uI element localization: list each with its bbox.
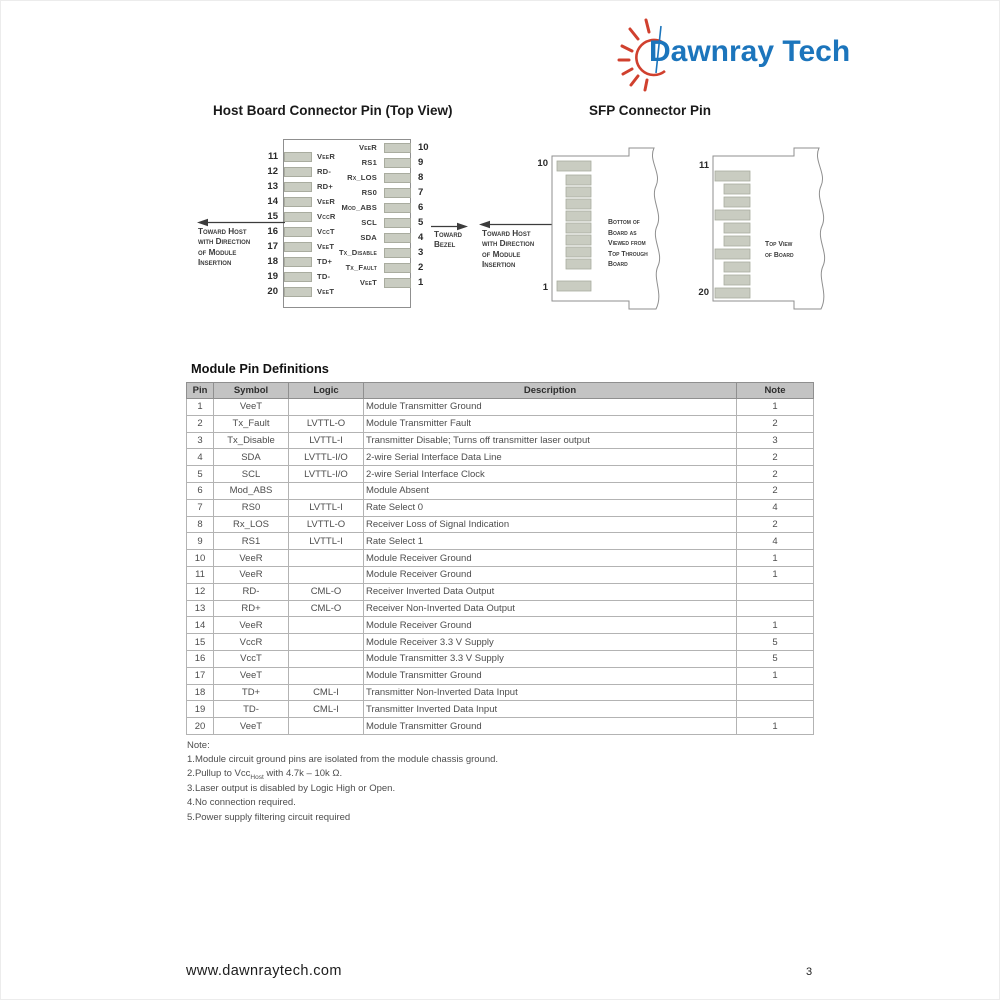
host-pin-pad: [384, 158, 411, 168]
cell-note: 2: [737, 449, 814, 466]
note-number: 5.: [187, 811, 195, 823]
cell-description: Module Absent: [364, 482, 737, 499]
col-header-note: Note: [737, 383, 814, 399]
host-pin-pad: [384, 263, 411, 273]
note-text-post: with 4.7k – 10k Ω.: [263, 768, 343, 780]
cell-note: [737, 583, 814, 600]
cell-logic: LVTTL-O: [289, 415, 364, 432]
host-pin-label: VeeT: [317, 287, 335, 296]
cell-symbol: VeeR: [214, 566, 289, 583]
table-row: [187, 617, 814, 634]
cell-symbol: VccT: [214, 650, 289, 667]
cell-symbol: VeeT: [214, 667, 289, 684]
host-pin-label: TD-: [317, 272, 331, 281]
note-text-sub: Host: [250, 774, 264, 782]
cell-description: Receiver Non-Inverted Data Output: [364, 600, 737, 617]
sfp-pin-number: 11: [698, 160, 709, 171]
cell-description: Module Receiver 3.3 V Supply: [364, 634, 737, 651]
cell-pin: 1: [187, 399, 214, 416]
note-number: 4.: [187, 797, 195, 809]
note-item: [187, 753, 687, 767]
sfp-connector-pad: [566, 187, 591, 197]
sfp-board-bottom-view: [536, 141, 671, 316]
cell-note: 2: [737, 482, 814, 499]
cell-logic: [289, 566, 364, 583]
cell-note: 5: [737, 650, 814, 667]
host-pin-label: VeeR: [317, 152, 336, 161]
host-pin-pad: [384, 203, 411, 213]
sfp-connector-pad: [724, 262, 750, 272]
cell-logic: [289, 667, 364, 684]
sfp-pin-number: 20: [698, 287, 709, 298]
cell-logic: CML-I: [289, 684, 364, 701]
host-pin-label: RS0: [361, 188, 377, 197]
cell-logic: [289, 550, 364, 567]
note-text: Power supply filtering circuit required: [194, 811, 351, 823]
host-pin-label: Rx_LOS: [347, 173, 377, 182]
sfp-connector-pad: [724, 223, 750, 233]
note-number: 2.: [187, 768, 195, 780]
sfp-connector-pad: [566, 247, 591, 257]
cell-pin: 13: [187, 600, 214, 617]
sfp-connector-pad: [724, 275, 750, 285]
table-row: [187, 550, 814, 567]
cell-pin: 4: [187, 449, 214, 466]
host-pin-number: 19: [267, 271, 278, 282]
sfp-connector-pad: [566, 223, 591, 233]
sfp-diagram-title: SFP Connector Pin: [589, 103, 712, 118]
table-row: [187, 466, 814, 483]
note-item: [187, 811, 687, 825]
cell-logic: [289, 650, 364, 667]
logo: [616, 13, 851, 93]
sfp-connector-pad: [566, 199, 591, 209]
table-row: [187, 566, 814, 583]
cell-symbol: RS0: [214, 499, 289, 516]
cell-description: Rate Select 0: [364, 499, 737, 516]
host-pin-number: 12: [267, 166, 278, 177]
sfp-top-view-caption: Top View of Board: [765, 241, 794, 259]
cell-description: Module Receiver Ground: [364, 617, 737, 634]
cell-logic: CML-O: [289, 600, 364, 617]
col-header-pin: Pin: [187, 383, 214, 399]
host-pin-pad: [384, 248, 411, 258]
cell-pin: 7: [187, 499, 214, 516]
sfp-connector-pad: [566, 175, 591, 185]
note-item: [187, 796, 687, 810]
host-pin-number: 16: [267, 226, 278, 237]
sfp-bottom-view-caption: Bottom of Board as Viewed from Top Through Board: [608, 219, 648, 268]
host-pin-label: VeeR: [358, 143, 377, 152]
cell-description: Transmitter Disable; Turns off transmitter laser output: [364, 432, 737, 449]
sfp-board-top-view: [696, 141, 831, 316]
host-pin-number: 2: [418, 262, 424, 273]
cell-note: 1: [737, 399, 814, 416]
cell-pin: 17: [187, 667, 214, 684]
table-row: [187, 650, 814, 667]
cell-symbol: TD-: [214, 701, 289, 718]
note-text: [195, 767, 342, 781]
sfp-pin-number: 1: [542, 282, 548, 293]
host-pin-number: 10: [418, 142, 429, 153]
sfp-connector-pad: [566, 259, 591, 269]
page-number: 3: [805, 966, 813, 978]
cell-note: 5: [737, 634, 814, 651]
cell-description: Module Transmitter Ground: [364, 718, 737, 735]
host-pin-label: VeeT: [359, 278, 377, 287]
cell-logic: LVTTL-I/O: [289, 449, 364, 466]
cell-note: [737, 701, 814, 718]
cell-pin: 9: [187, 533, 214, 550]
toward-host-label-2: Toward Host with Direction of Module Insertion: [482, 229, 535, 270]
host-pin-label: RD+: [317, 182, 334, 191]
host-pin-pad: [384, 278, 411, 288]
cell-pin: 12: [187, 583, 214, 600]
cell-pin: 20: [187, 718, 214, 735]
host-pin-label: RD-: [317, 167, 332, 176]
host-pin-pad: [384, 143, 411, 153]
cell-description: Receiver Inverted Data Output: [364, 583, 737, 600]
cell-symbol: VeeR: [214, 617, 289, 634]
cell-logic: LVTTL-I: [289, 432, 364, 449]
host-pin-label: Tx_Disable: [338, 248, 377, 257]
cell-description: Module Transmitter 3.3 V Supply: [364, 650, 737, 667]
table-row: [187, 583, 814, 600]
cell-description: 2-wire Serial Interface Clock: [364, 466, 737, 483]
cell-description: Module Transmitter Ground: [364, 667, 737, 684]
cell-pin: 10: [187, 550, 214, 567]
cell-pin: 15: [187, 634, 214, 651]
cell-logic: LVTTL-I/O: [289, 466, 364, 483]
host-pin-pad: [384, 233, 411, 243]
cell-note: 1: [737, 550, 814, 567]
cell-symbol: VccR: [214, 634, 289, 651]
notes-section: [187, 738, 687, 825]
note-text-pre: Pullup to Vcc: [194, 768, 251, 780]
cell-symbol: SCL: [214, 466, 289, 483]
cell-note: 4: [737, 533, 814, 550]
table-header-row: [187, 383, 814, 399]
cell-pin: 14: [187, 617, 214, 634]
note-number: 3.: [187, 782, 195, 794]
col-header-logic: Logic: [289, 383, 364, 399]
sfp-connector-pad: [557, 161, 591, 171]
cell-pin: 6: [187, 482, 214, 499]
cell-pin: 16: [187, 650, 214, 667]
table-row: [187, 432, 814, 449]
sfp-connector-pad: [715, 249, 750, 259]
cell-pin: 19: [187, 701, 214, 718]
cell-pin: 5: [187, 466, 214, 483]
cell-note: 1: [737, 566, 814, 583]
sfp-connector-pad: [715, 210, 750, 220]
cell-symbol: Mod_ABS: [214, 482, 289, 499]
cell-symbol: TD+: [214, 684, 289, 701]
host-pin-number: 4: [418, 232, 424, 243]
cell-logic: LVTTL-O: [289, 516, 364, 533]
host-pin-number: 1: [418, 277, 424, 288]
host-pin-number: 9: [418, 157, 424, 168]
cell-note: 3: [737, 432, 814, 449]
cell-description: Module Transmitter Fault: [364, 415, 737, 432]
cell-logic: [289, 634, 364, 651]
table-row: [187, 600, 814, 617]
note-number: 1.: [187, 754, 195, 765]
host-pin-label: VeeR: [317, 197, 336, 206]
host-pin-label: TD+: [317, 257, 333, 266]
cell-description: Module Transmitter Ground: [364, 399, 737, 416]
host-pin-label: VeeT: [317, 242, 335, 251]
cell-logic: [289, 718, 364, 735]
host-pin-pad: [384, 188, 411, 198]
table-row: [187, 516, 814, 533]
cell-note: 1: [737, 718, 814, 735]
host-pin-pad: [384, 218, 411, 228]
sfp-connector-pad: [724, 236, 750, 246]
pin-definitions-table: [186, 382, 814, 735]
cell-symbol: VeeT: [214, 718, 289, 735]
footer-url: www.dawnraytech.com: [186, 963, 342, 979]
host-pin-number: 15: [267, 211, 278, 222]
toward-host-label-1: Toward Host with Direction of Module Insertion: [198, 227, 251, 268]
cell-description: Transmitter Inverted Data Input: [364, 701, 737, 718]
cell-note: 1: [737, 667, 814, 684]
notes-label: Note:: [187, 740, 210, 751]
cell-symbol: Tx_Disable: [214, 432, 289, 449]
sfp-connector-pad: [724, 197, 750, 207]
cell-symbol: SDA: [214, 449, 289, 466]
table-row: [187, 718, 814, 735]
table-row: [187, 399, 814, 416]
cell-pin: 3: [187, 432, 214, 449]
host-pin-label: VccT: [317, 227, 335, 236]
sfp-connector-pad: [724, 184, 750, 194]
cell-logic: CML-I: [289, 701, 364, 718]
table-row: [187, 634, 814, 651]
host-pin-label: VccR: [317, 212, 336, 221]
cell-pin: 2: [187, 415, 214, 432]
note-text: No connection required.: [194, 797, 296, 809]
host-pin-number: 14: [267, 196, 278, 207]
cell-symbol: Rx_LOS: [214, 516, 289, 533]
sfp-connector-pad: [566, 211, 591, 221]
table-row: [187, 499, 814, 516]
cell-logic: [289, 617, 364, 634]
cell-note: 1: [737, 617, 814, 634]
table-row: [187, 482, 814, 499]
cell-pin: 8: [187, 516, 214, 533]
cell-note: 2: [737, 516, 814, 533]
note-item: [187, 782, 687, 796]
cell-description: Receiver Loss of Signal Indication: [364, 516, 737, 533]
host-pin-number: 3: [418, 247, 424, 258]
host-pin-pad: [384, 173, 411, 183]
col-header-symbol: Symbol: [214, 383, 289, 399]
table-row: [187, 415, 814, 432]
host-pin-label: Tx_Fault: [345, 263, 377, 272]
cell-description: 2-wire Serial Interface Data Line: [364, 449, 737, 466]
col-header-description: Description: [364, 383, 737, 399]
host-pin-number: 5: [418, 217, 424, 228]
cell-logic: LVTTL-I: [289, 499, 364, 516]
host-pin-number: 18: [267, 256, 278, 267]
table-row: [187, 533, 814, 550]
table-row: [187, 667, 814, 684]
note-item: [187, 767, 687, 781]
host-pin-number: 11: [267, 151, 278, 162]
sfp-connector-pad: [557, 281, 591, 291]
table-row: [187, 701, 814, 718]
host-pin-number: 7: [418, 187, 424, 198]
cell-note: [737, 684, 814, 701]
cell-logic: [289, 399, 364, 416]
cell-note: 2: [737, 415, 814, 432]
cell-note: 2: [737, 466, 814, 483]
cell-logic: LVTTL-I: [289, 533, 364, 550]
sfp-pin-number: 10: [537, 158, 548, 169]
host-pin-label: SDA: [360, 233, 377, 242]
host-pin-label: Mod_ABS: [341, 203, 377, 212]
cell-pin: 18: [187, 684, 214, 701]
cell-symbol: Tx_Fault: [214, 415, 289, 432]
host-pin-number: 17: [267, 241, 278, 252]
note-text: Module circuit ground pins are isolated from the module chassis ground.: [194, 754, 499, 765]
host-pin-number: 20: [267, 286, 278, 297]
cell-pin: 11: [187, 566, 214, 583]
cell-logic: CML-O: [289, 583, 364, 600]
cell-description: Module Receiver Ground: [364, 566, 737, 583]
cell-note: [737, 600, 814, 617]
logo-text: Dawnray Tech: [649, 35, 851, 68]
table-row: [187, 449, 814, 466]
sfp-connector-pad: [715, 288, 750, 298]
host-pin-label: SCL: [361, 218, 377, 227]
cell-symbol: RD-: [214, 583, 289, 600]
host-pin-number: 8: [418, 172, 424, 183]
toward-bezel-label: Toward Bezel: [434, 230, 462, 250]
table-title: Module Pin Definitions: [191, 361, 329, 376]
cell-symbol: VeeR: [214, 550, 289, 567]
note-text: Laser output is disabled by Logic High or Open.: [194, 782, 396, 794]
cell-description: Module Receiver Ground: [364, 550, 737, 567]
cell-description: Transmitter Non-Inverted Data Input: [364, 684, 737, 701]
host-pin-number: 13: [267, 181, 278, 192]
cell-note: 4: [737, 499, 814, 516]
sfp-connector-pad: [566, 235, 591, 245]
host-pin-number: 6: [418, 202, 424, 213]
host-pin-pad: [284, 287, 312, 297]
host-diagram-title: Host Board Connector Pin (Top View): [213, 103, 453, 118]
cell-symbol: RD+: [214, 600, 289, 617]
host-pin-label: RS1: [361, 158, 377, 167]
cell-description: Rate Select 1: [364, 533, 737, 550]
cell-symbol: RS1: [214, 533, 289, 550]
sfp-connector-pad: [715, 171, 750, 181]
cell-logic: [289, 482, 364, 499]
cell-symbol: VeeT: [214, 399, 289, 416]
table-row: [187, 684, 814, 701]
